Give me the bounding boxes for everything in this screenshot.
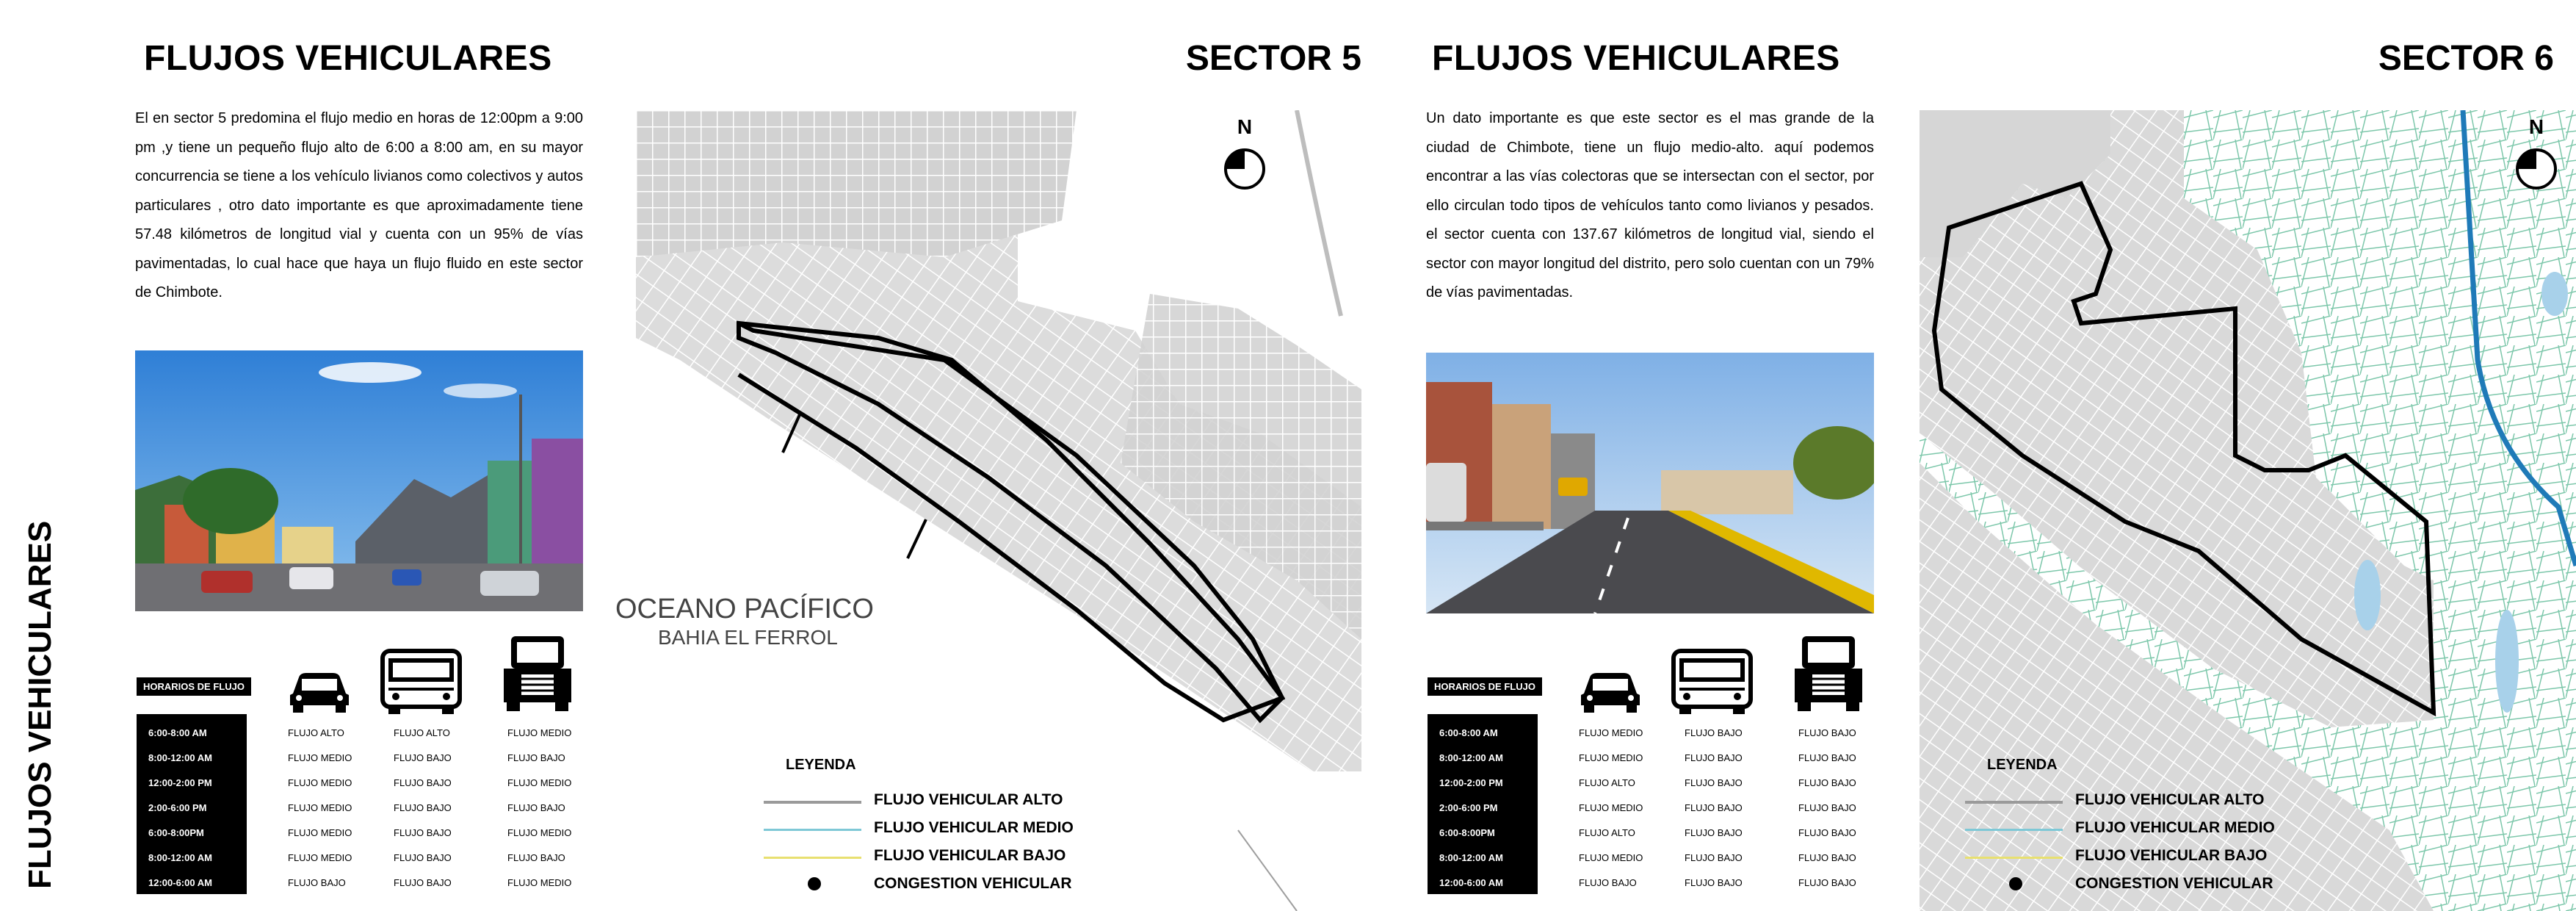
time-slot: 2:00-6:00 PM	[148, 802, 207, 813]
truck-flow-cell: FLUJO BAJO	[1798, 852, 1856, 863]
time-slot: 8:00-12:00 AM	[1439, 852, 1503, 863]
map-legend	[764, 757, 1109, 904]
congestion-dot-icon	[808, 877, 821, 890]
legend-label: FLUJO VEHICULAR MEDIO	[2075, 819, 2275, 836]
time-slot: 6:00-8:00 AM	[148, 727, 207, 738]
time-slot: 8:00-12:00 AM	[1439, 752, 1503, 763]
legend-label: FLUJO VEHICULAR ALTO	[874, 791, 1063, 808]
car-flow-cell: FLUJO BAJO	[1579, 877, 1637, 888]
bus-icon	[1666, 648, 1758, 716]
car-flow-cell: FLUJO BAJO	[288, 877, 346, 888]
truck-flow-cell: FLUJO BAJO	[507, 852, 565, 863]
sector-title: SECTOR 5	[1185, 39, 1361, 78]
truck-flow-cell: FLUJO BAJO	[1798, 777, 1856, 788]
ocean-label: OCEANO PACÍFICO	[615, 594, 874, 624]
car-flow-cell: FLUJO MEDIO	[1579, 802, 1643, 813]
truck-flow-cell: FLUJO BAJO	[507, 752, 565, 763]
map-legend	[1965, 757, 2310, 904]
bus-flow-cell: FLUJO BAJO	[1685, 752, 1743, 763]
time-slot: 6:00-8:00PM	[1439, 827, 1495, 838]
time-slot: 8:00-12:00 AM	[148, 852, 212, 863]
car-flow-cell: FLUJO MEDIO	[1579, 852, 1643, 863]
time-slot: 12:00-2:00 PM	[148, 777, 212, 788]
bus-flow-cell: FLUJO BAJO	[394, 777, 452, 788]
legend-label: CONGESTION VEHICULAR	[2075, 875, 2273, 892]
bay-label: BAHIA EL FERROL	[658, 626, 838, 649]
bus-flow-cell: FLUJO BAJO	[1685, 777, 1743, 788]
truck-flow-cell: FLUJO MEDIO	[507, 827, 572, 838]
truck-flow-cell: FLUJO BAJO	[1798, 877, 1856, 888]
street-photo	[135, 350, 583, 611]
schedule-header: HORARIOS DE FLUJO	[1428, 677, 1542, 696]
compass-label: N	[2528, 115, 2544, 138]
time-slot: 12:00-6:00 AM	[148, 877, 212, 888]
legend-label: FLUJO VEHICULAR BAJO	[874, 847, 1066, 864]
car-icon	[1578, 663, 1643, 716]
time-slot: 6:00-8:00 AM	[1439, 727, 1498, 738]
car-flow-cell: FLUJO MEDIO	[288, 827, 352, 838]
legend-label: FLUJO VEHICULAR BAJO	[2075, 847, 2268, 864]
bus-flow-cell: FLUJO BAJO	[394, 827, 452, 838]
car-flow-cell: FLUJO MEDIO	[288, 777, 352, 788]
bus-icon	[375, 648, 467, 716]
flow-schedule	[137, 677, 607, 898]
page-title: FLUJOS VEHICULARES	[144, 39, 552, 78]
legend-label: FLUJO VEHICULAR ALTO	[2075, 791, 2265, 808]
legend-label: FLUJO VEHICULAR MEDIO	[874, 819, 1074, 836]
car-flow-cell: FLUJO MEDIO	[1579, 727, 1643, 738]
street-photo	[1426, 353, 1874, 613]
bus-flow-cell: FLUJO BAJO	[394, 877, 452, 888]
time-slot: 12:00-6:00 AM	[1439, 877, 1503, 888]
page-title: FLUJOS VEHICULARES	[1432, 39, 1840, 78]
sector-title: SECTOR 6	[2378, 39, 2554, 78]
bus-flow-cell: FLUJO BAJO	[394, 752, 452, 763]
truck-icon	[499, 633, 576, 713]
description-paragraph: El en sector 5 predomina el flujo medio en horas de 12:00pm a 9:00 pm ,y tiene un pequeño flujo alto de 6:00 a 8:00 am, en su mayor concurrencia se tiene a los vehículo livianos como colectivos y autos particulares , otro dato importante es que aproximadamente tiene 57.48 kilómetros de longitud vial y cuenta con un 95% de vías pavimentadas, lo cual hace que haya un flujo fluido en este sector de Chimbote.	[135, 110, 583, 300]
car-flow-cell: FLUJO MEDIO	[288, 752, 352, 763]
time-slot: 8:00-12:00 AM	[148, 752, 212, 763]
truck-icon	[1790, 633, 1867, 713]
truck-flow-cell: FLUJO MEDIO	[507, 777, 572, 788]
car-flow-cell: FLUJO ALTO	[1579, 777, 1635, 788]
truck-flow-cell: FLUJO BAJO	[507, 802, 565, 813]
time-column	[1428, 714, 1538, 894]
legend-title: LEYENDA	[1987, 757, 2058, 773]
bus-flow-cell: FLUJO BAJO	[1685, 852, 1743, 863]
truck-flow-cell: FLUJO MEDIO	[507, 877, 572, 888]
legend-label: CONGESTION VEHICULAR	[874, 875, 1072, 892]
car-flow-cell: FLUJO MEDIO	[1579, 752, 1643, 763]
truck-flow-cell: FLUJO BAJO	[1798, 727, 1856, 738]
bus-flow-cell: FLUJO ALTO	[394, 727, 450, 738]
truck-flow-cell: FLUJO BAJO	[1798, 752, 1856, 763]
truck-flow-cell: FLUJO BAJO	[1798, 802, 1856, 813]
sector-6-panel	[1288, 0, 2576, 911]
congestion-dot-icon	[2009, 877, 2022, 890]
car-flow-cell: FLUJO ALTO	[288, 727, 344, 738]
time-column	[137, 714, 247, 894]
time-slot: 2:00-6:00 PM	[1439, 802, 1498, 813]
bus-flow-cell: FLUJO BAJO	[394, 852, 452, 863]
side-title-left: FLUJOS VEHICULARES	[22, 520, 58, 889]
legend-title: LEYENDA	[786, 757, 856, 773]
schedule-header: HORARIOS DE FLUJO	[137, 677, 251, 696]
flow-schedule	[1428, 677, 1897, 898]
car-flow-cell: FLUJO MEDIO	[288, 852, 352, 863]
time-slot: 12:00-2:00 PM	[1439, 777, 1503, 788]
bus-flow-cell: FLUJO BAJO	[1685, 727, 1743, 738]
truck-flow-cell: FLUJO BAJO	[1798, 827, 1856, 838]
time-slot: 6:00-8:00PM	[148, 827, 204, 838]
description-paragraph: Un dato importante es que este sector es el mas grande de la ciudad de Chimbote, tiene un flujo medio-alto. aquí podemos encontrar a las vías colectoras que se intersectan con el sector, por ello circulan todo tipos de vehículos tanto como livianos y pesados. el sector cuenta con 137.67 kilómetros de longitud vial, siendo el sector con mayor longitud del distrito, pero solo cuentan con un 79% de vías pavimentadas.	[1426, 110, 1874, 300]
car-flow-cell: FLUJO MEDIO	[288, 802, 352, 813]
bus-flow-cell: FLUJO BAJO	[1685, 827, 1743, 838]
bus-flow-cell: FLUJO BAJO	[1685, 802, 1743, 813]
car-icon	[287, 663, 352, 716]
bus-flow-cell: FLUJO BAJO	[394, 802, 452, 813]
car-flow-cell: FLUJO ALTO	[1579, 827, 1635, 838]
truck-flow-cell: FLUJO MEDIO	[507, 727, 572, 738]
bus-flow-cell: FLUJO BAJO	[1685, 877, 1743, 888]
compass-label: N	[1237, 115, 1253, 138]
